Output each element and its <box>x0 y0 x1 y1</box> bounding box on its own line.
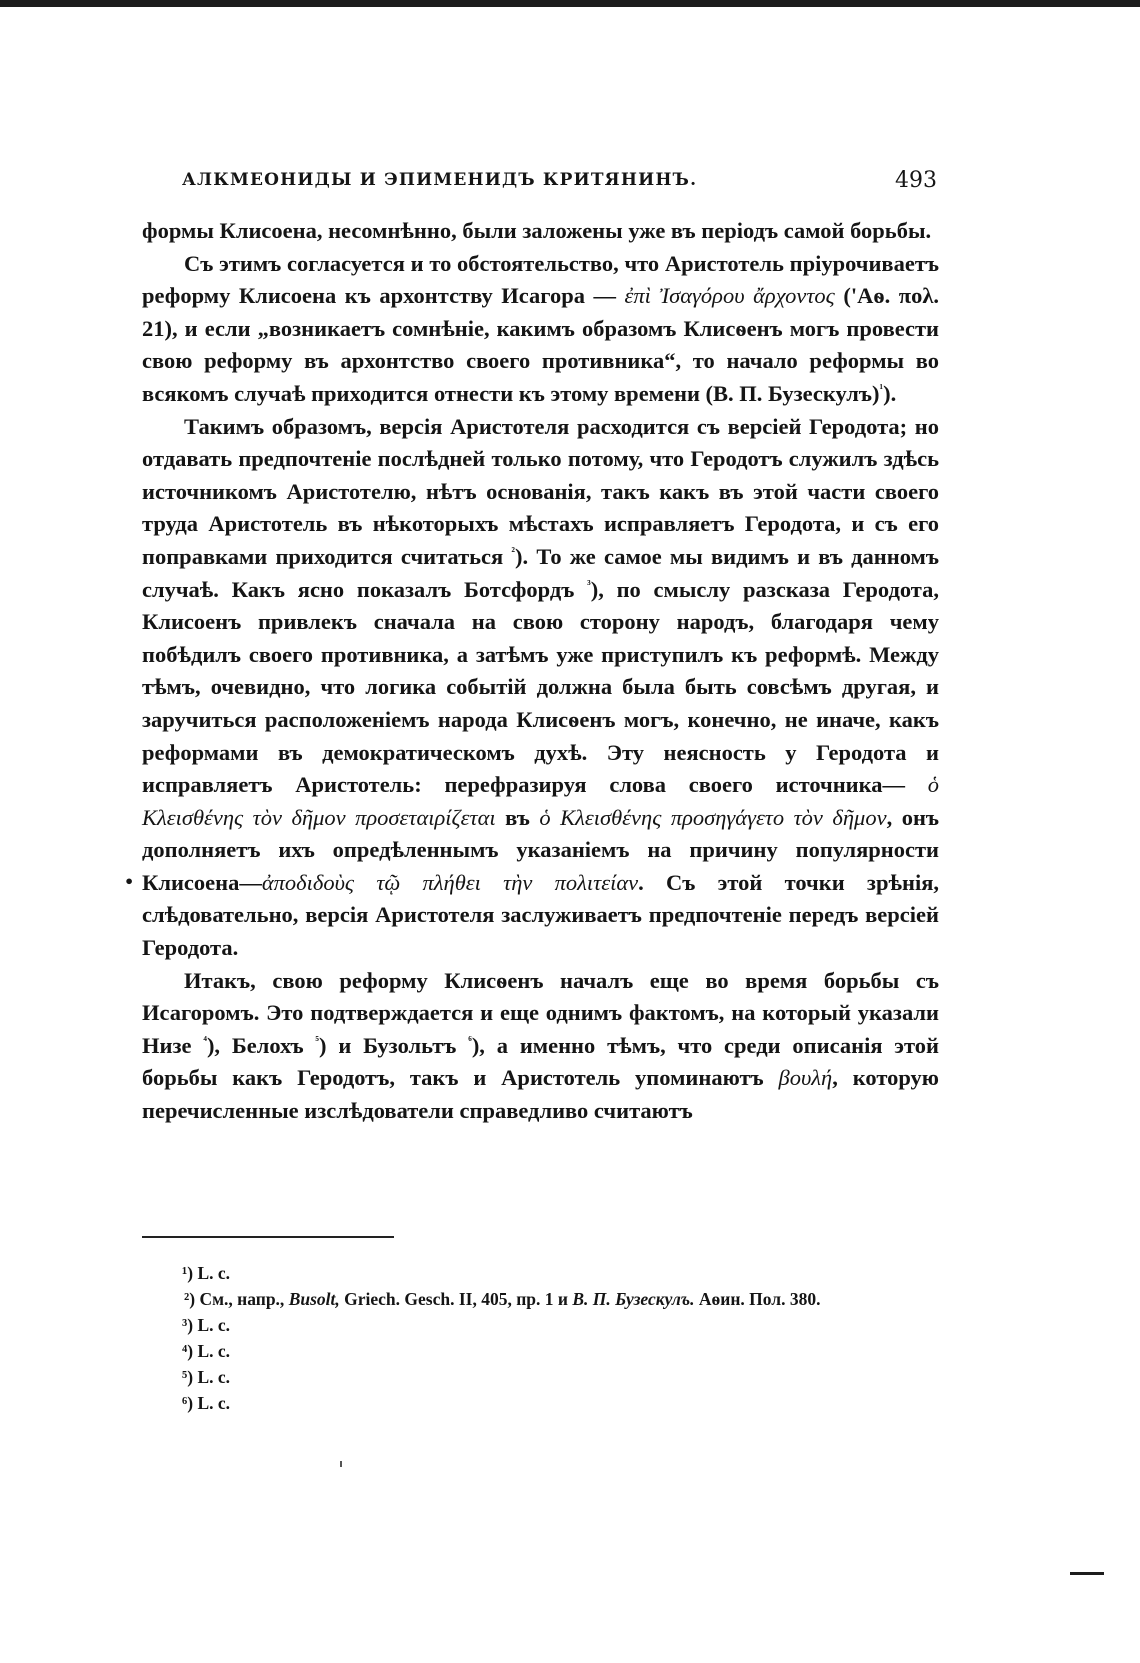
paragraph-text: , онъ дополняетъ ихъ опредѣленнымъ указаніемъ на причину популярности Клисоена— <box>142 804 940 895</box>
margin-dash <box>1070 1572 1104 1575</box>
paragraph-2 <box>142 248 939 411</box>
footnote-2 <box>142 1286 939 1312</box>
paragraph-text: ). <box>883 380 897 406</box>
footnote-text: Griech. Gesch. II, 405, пр. 1 и <box>344 1289 568 1309</box>
paragraph-text: Итакъ, свою реформу Клисѳенъ началъ еще во время борьбы съ Исагоромъ. Это подтверждается и еще однимъ фактомъ, на который указали Низе <box>142 967 939 1058</box>
footnote-5: ⁵) L. c. <box>182 1367 231 1387</box>
greek-quote: ἐπὶ Ἰσαγόρου ἄρχοντος <box>624 283 835 309</box>
footnote-ref: ² <box>511 544 516 559</box>
paragraph-text: , которую перечисленные изслѣдователи справедливо считаютъ <box>142 1065 939 1124</box>
footnote-text: Аѳин. Пол. 380. <box>698 1289 821 1309</box>
scan-speck <box>340 1461 342 1467</box>
running-head: АЛКМЕОНИДЫ И ЭПИМЕНИДЪ КРИТЯНИНЪ. <box>182 170 698 190</box>
greek-quote: ἀποδιδοὺς τῷ πλήθει τὴν πολιτείαν <box>261 869 639 895</box>
page-number: 493 <box>895 168 937 193</box>
footnote-ref: ⁶ <box>468 1033 472 1048</box>
paragraph-1 <box>142 215 939 248</box>
paragraph-text: ), по смыслу разсказа Геродота, Клисоенъ привлекъ сначала на свою сторону народъ, благодаря чему побѣдилъ своего противника, а затѣмъ уже приступилъ къ реформѣ. Между тѣмъ, очевидно, что логика событій должна была быть совсѣмъ другая, и заручиться расположеніемъ народа Клисѳенъ могъ, конечно, не иначе, какъ реформами въ демократическомъ духѣ. Эту неясность у Геродота и исправляетъ Аристотель: перефразируя слова своего источника— <box>142 576 939 798</box>
greek-quote: ὁ Κλεισθένης τὸν δῆμον προσεταιρίζεται <box>142 772 940 830</box>
paragraph-text: . Съ этой точки зрѣнія, слѣдовательно, версія Аристотеля заслуживаетъ предпочтеніе передъ версіей Геродота. <box>142 869 940 961</box>
footnote-ref: ¹ <box>879 381 884 396</box>
footnote-1: ¹) L. c. <box>182 1263 231 1283</box>
footnote-6: ⁶) L. c. <box>182 1393 231 1413</box>
paragraph-text: ), Белохъ <box>206 1032 304 1058</box>
paragraph-text: формы Клисоена, несомнѣнно, были заложены уже въ періодъ самой борьбы. <box>142 218 932 243</box>
footnote-ref: ³ <box>587 577 591 592</box>
paragraph-text: Такимъ образомъ, версія Аристотеля расходится съ версіей Геродота; но отдавать предпочтеніе послѣдней только потому, что Геродотъ служилъ здѣсь источникомъ Аристотелю, нѣтъ основанія, такъ какъ въ этой части своего труда Аристотель въ нѣкоторыхъ мѣстахъ исправляетъ Геродота, и съ его поправками приходится считаться <box>142 413 939 569</box>
top-edge-rule <box>0 0 1140 7</box>
paragraph-text: Съ этимъ согласуется и то обстоятельство, что Аристотель пріурочиваетъ реформу Клисоена къ архонтству Исагора — <box>142 250 939 309</box>
footnote-ref: ⁵ <box>315 1033 319 1048</box>
margin-mark: • <box>124 872 135 891</box>
paragraph-text: ) и Бузольтъ <box>319 1032 457 1058</box>
paragraph-text: ). То же самое мы видимъ и въ данномъ случаѣ. Какъ ясно показалъ Ботсфордъ <box>142 543 939 602</box>
footnote-author: В. П. Бузескулъ. <box>572 1289 695 1309</box>
footnote-4: ⁴) L. c. <box>182 1341 231 1361</box>
footnote-author: Busolt, <box>288 1289 340 1309</box>
paragraph-3 <box>142 411 939 965</box>
footnote-3: ³) L. c. <box>182 1315 231 1335</box>
paragraph-text: въ <box>505 804 530 830</box>
paragraph-text: ('Аѳ. πολ. 21), и если „возникаетъ сомнѣніе, какимъ образомъ Клисѳенъ могъ провести свою реформу въ архонтство своего противника“, то начало реформы во всякомъ случаѣ приходится отнести къ этому времени (В. П. Бузескулъ) <box>142 283 940 406</box>
footnote-divider <box>142 1236 394 1238</box>
paragraph-4 <box>142 965 939 1128</box>
footnote-ref: ⁴ <box>203 1033 207 1048</box>
greek-quote: ὁ Κλεισθένης προσηγάγετο τὸν δῆμον <box>539 804 887 830</box>
greek-quote: βουλή <box>778 1065 833 1091</box>
body-text <box>142 215 939 1128</box>
paragraph-text: ), а именно тѣмъ, что среди описанія этой борьбы какъ Геродотъ, такъ и Аристотель упоминаютъ <box>142 1032 940 1091</box>
footnotes <box>142 1260 939 1416</box>
footnote-text: ²) См., напр., <box>184 1289 285 1309</box>
page-header <box>182 170 937 198</box>
